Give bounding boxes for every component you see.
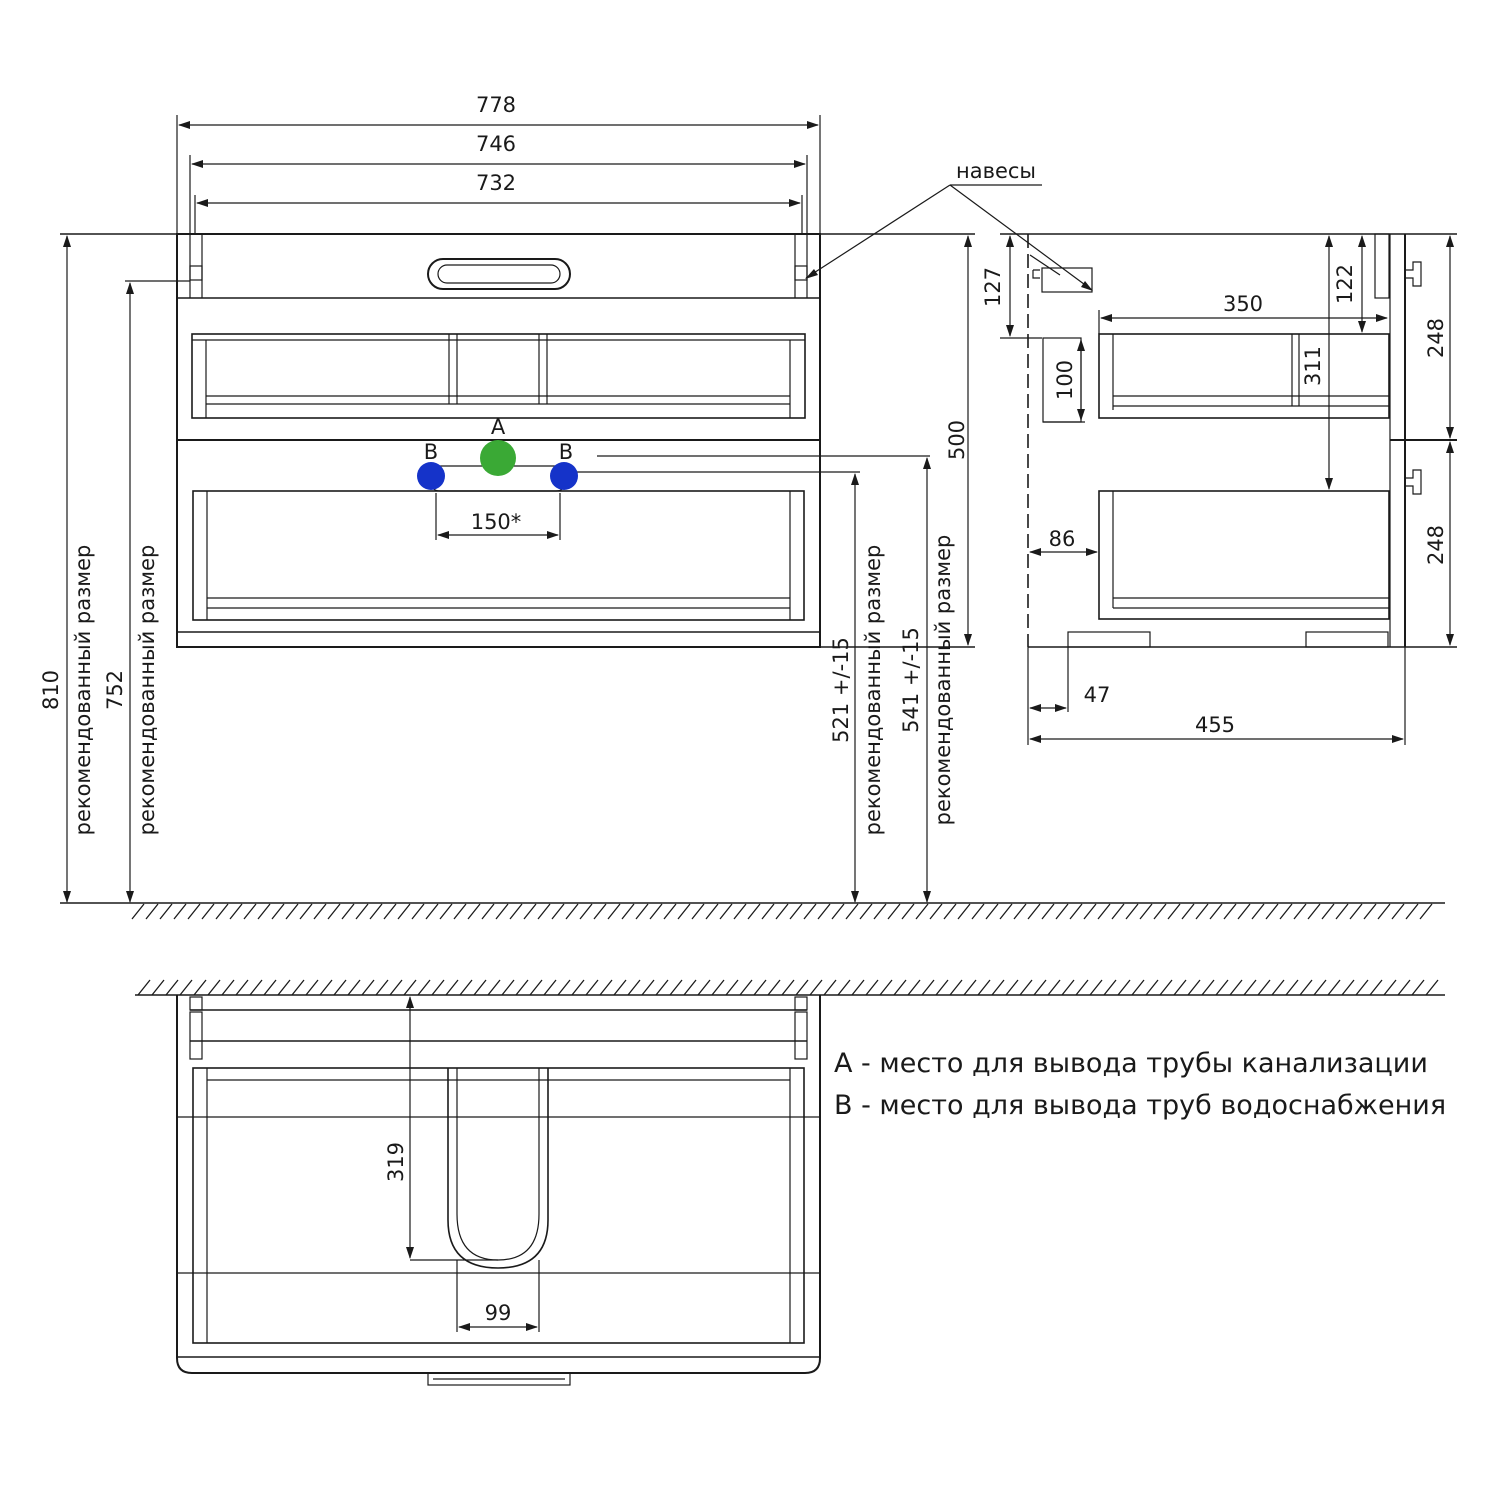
upper-drawer bbox=[192, 334, 805, 418]
dim-height-500: 500 bbox=[945, 419, 969, 461]
dim-height-752: 752 bbox=[103, 669, 127, 711]
dim-248-bottom: 248 bbox=[1424, 524, 1448, 566]
dim-86: 86 bbox=[1048, 527, 1076, 551]
label-recommended-541: рекомендованный размер bbox=[931, 534, 955, 826]
label-a: A bbox=[490, 415, 506, 439]
hinge-left bbox=[190, 266, 202, 280]
dim-width-778: 778 bbox=[475, 93, 517, 117]
dim-100: 100 bbox=[1053, 359, 1077, 401]
dim-width-732: 732 bbox=[475, 171, 517, 195]
dim-width-746: 746 bbox=[475, 132, 517, 156]
point-b-left bbox=[417, 462, 445, 490]
legend-a: A - место для вывода трубы канализации bbox=[834, 1048, 1428, 1079]
label-recommended-752: рекомендованный размер bbox=[135, 544, 159, 836]
dim-pipe-spacing: 150* bbox=[470, 510, 522, 534]
dim-311: 311 bbox=[1301, 345, 1325, 387]
dim-127: 127 bbox=[981, 266, 1005, 308]
siphon-cutout bbox=[448, 1068, 548, 1268]
floor-line bbox=[60, 903, 1445, 919]
point-a bbox=[480, 440, 516, 476]
dim-height-521: 521 +/-15 bbox=[829, 637, 853, 743]
point-b-right bbox=[550, 462, 578, 490]
dim-47: 47 bbox=[1083, 683, 1111, 707]
label-recommended-810: рекомендованный размер bbox=[71, 544, 95, 836]
label-b-right: B bbox=[558, 440, 574, 464]
dim-height-541: 541 +/-15 bbox=[899, 627, 923, 733]
dim-height-810: 810 bbox=[39, 669, 63, 711]
label-b-left: B bbox=[423, 440, 439, 464]
front-view bbox=[39, 93, 1093, 903]
dim-319: 319 bbox=[384, 1141, 408, 1183]
top-view bbox=[135, 980, 1445, 1385]
side-view bbox=[981, 234, 1457, 745]
label-recommended-521: рекомендованный размер bbox=[861, 544, 885, 836]
hinge-right bbox=[795, 266, 807, 280]
legend bbox=[834, 1048, 1446, 1121]
drawer-handle bbox=[428, 259, 570, 289]
legend-b: B - место для вывода труб водоснабжения bbox=[834, 1090, 1447, 1121]
side-lower-drawer bbox=[1099, 491, 1389, 619]
dim-248-top: 248 bbox=[1424, 317, 1448, 359]
dim-350: 350 bbox=[1222, 292, 1264, 316]
label-hinges: навесы bbox=[955, 159, 1037, 183]
dim-99: 99 bbox=[484, 1301, 512, 1325]
dim-122: 122 bbox=[1333, 263, 1357, 305]
dim-455: 455 bbox=[1194, 713, 1236, 737]
